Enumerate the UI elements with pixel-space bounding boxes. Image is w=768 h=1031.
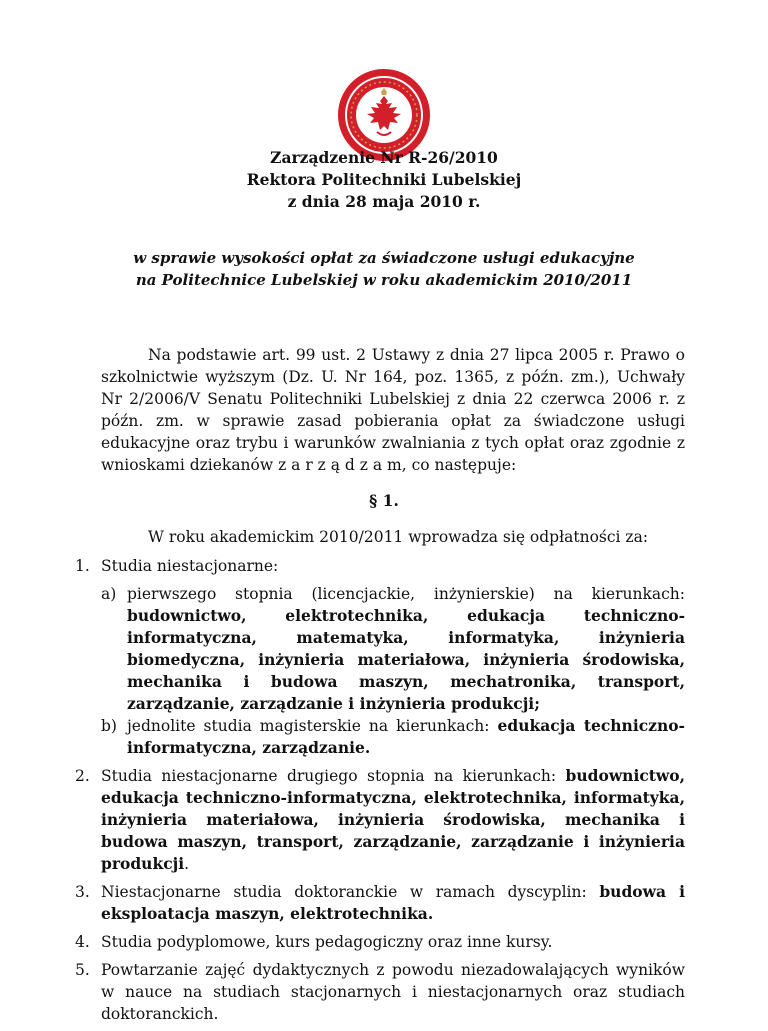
- document-subject: [0, 247, 768, 291]
- item-plain-text: Studia podyplomowe, kurs pedagogiczny oraz inne kursy.: [101, 933, 553, 951]
- list-item: [75, 765, 686, 875]
- item-text: Studia niestacjonarne:: [101, 557, 279, 575]
- document-header: [0, 147, 768, 213]
- intro-paragraph: Na podstawie art. 99 ust. 2 Ustawy z dnia 27 lipca 2005 r. Prawo o szkolnictwie wyższym (Dz. U. Nr 164, poz. 1365, z późn. zm.), Uchwały Nr 2/2006/V Senatu Politechniki Lubelskiej z dnia 22 czerwca 2006 r. z późn. zm. w sprawie zasad pobierania opłat za świadczone usługi edukacyjne oraz trybu i warunków zwalniania z tych opłat oraz zgodnie z wnioskami dziekanów z a r z ą d z a m, co następuje:: [101, 346, 685, 474]
- list-item: [75, 881, 685, 925]
- item-bold-text: budowa i eksploatacja maszyn, elektrotechnika.: [101, 882, 685, 923]
- fee-list: [75, 555, 686, 1031]
- sublist: [101, 583, 685, 759]
- item-plain-text: Studia niestacjonarne drugiego stopnia na kierunkach:: [101, 767, 557, 785]
- lead-sentence: W roku akademickim 2010/2011 wprowadza się odpłatności za:: [148, 528, 649, 546]
- sub-bold-text: edukacja techniczno-informatyczna, zarządzanie.: [127, 716, 685, 757]
- subject-line-2: na Politechnice Lubelskiej w roku akademickim 2010/2011: [135, 271, 633, 289]
- sublist-item: [101, 583, 685, 715]
- item-number: 5.: [75, 961, 90, 979]
- subject-line-1: w sprawie wysokości opłat za świadczone usługi edukacyjne: [133, 249, 635, 267]
- sub-plain-text: pierwszego stopnia (licencjackie, inżynierskie) na kierunkach:: [127, 585, 685, 603]
- sub-bold-text: budownictwo, elektrotechnika, edukacja techniczno-informatyczna, matematyka, informatyka, inżynieria biomedyczna, inżynieria materiałowa, inżynieria środowiska, mechanika i budowa maszyn, mechatronika, transport, zarządzanie, zarządzanie i inżynieria produkcji;: [127, 606, 685, 713]
- item-bold-text: budownictwo, edukacja techniczno-informatyczna, elektrotechnika, informatyka, inżynieria materiałowa, inżynieria środowiska, mechanika i budowa maszyn, transport, zarządzanie, zarządzanie i inżynieria produkcji: [101, 766, 686, 873]
- item-tail: .: [184, 855, 190, 873]
- ordinance-date: z dnia 28 maja 2010 r.: [287, 192, 481, 211]
- item-number: 2.: [75, 767, 90, 785]
- section-heading: § 1.: [369, 491, 399, 510]
- sub-letter: b): [101, 717, 117, 735]
- sublist-item: [101, 715, 685, 759]
- issuer: Rektora Politechniki Lubelskiej: [246, 170, 522, 189]
- item-number: 3.: [75, 883, 90, 901]
- item-number: 4.: [75, 933, 90, 951]
- sub-letter: a): [101, 585, 117, 603]
- ordinance-number: Zarządzenie Nr R-26/2010: [270, 148, 498, 167]
- item-plain-text: Powtarzanie zajęć dydaktycznych z powodu niezadowalających wyników w nauce na studiach stacjonarnych i niestacjonarnych oraz studiach doktoranckich.: [101, 961, 685, 1023]
- list-item: [75, 931, 685, 953]
- list-item: [75, 959, 685, 1025]
- item-plain-text: Niestacjonarne studia doktoranckie w ramach dyscyplin:: [101, 883, 587, 901]
- item-number: 1.: [75, 557, 90, 575]
- list-item: [75, 555, 685, 759]
- sub-plain-text: jednolite studia magisterskie na kierunkach:: [127, 717, 490, 735]
